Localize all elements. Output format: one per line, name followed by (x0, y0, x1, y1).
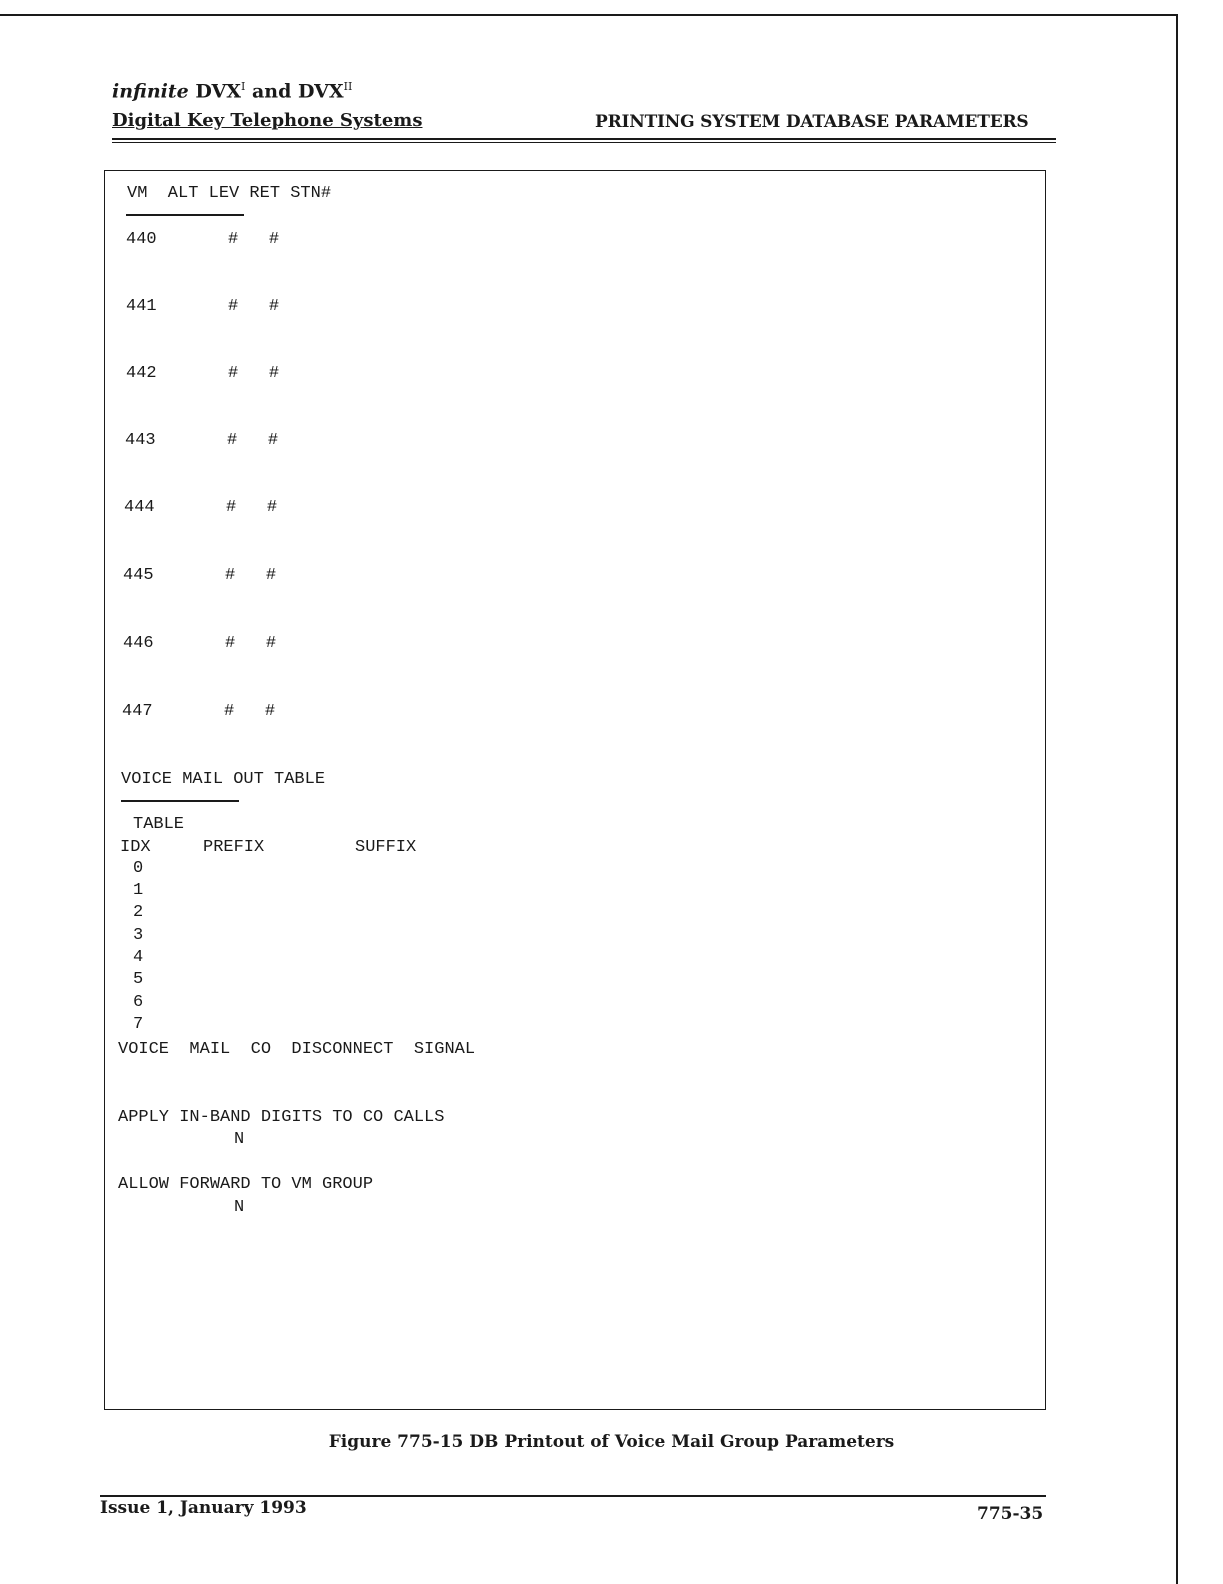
printout-frame (104, 170, 1046, 1410)
product-title (112, 80, 352, 102)
figure-caption: Figure 775-15 DB Printout of Voice Mail Group Parameters (328, 1432, 895, 1452)
vm-row-447: 447 # # (122, 702, 276, 721)
section-title: PRINTING SYSTEM DATABASE PARAMETERS (595, 112, 1029, 132)
product-dvx1: DVX (195, 80, 242, 103)
allow-forward-value: N (234, 1198, 245, 1217)
vm-row-440: 440 # # (126, 230, 280, 249)
allow-forward-label: ALLOW FORWARD TO VM GROUP (118, 1175, 374, 1194)
footer-page-number: 775-35 (977, 1504, 1044, 1524)
idx-0: 0 (133, 859, 144, 878)
product-name-italic: infinite (112, 80, 189, 103)
suffix-label: SUFFIX (355, 838, 417, 857)
header-rule (112, 138, 1056, 140)
idx-5: 5 (133, 970, 144, 989)
vm-row-444: 444 # # (124, 498, 278, 517)
out-table-title: VOICE MAIL OUT TABLE (121, 770, 326, 789)
vm-row-445: 445 # # (123, 566, 277, 585)
header-rule-thin (112, 142, 1056, 143)
product-sup2: II (343, 80, 353, 93)
footer-rule (100, 1495, 1046, 1497)
footer-issue: Issue 1, January 1993 (100, 1498, 307, 1518)
idx-3: 3 (133, 926, 144, 945)
idx-label: IDX (120, 838, 151, 857)
vm-header-underline (126, 214, 244, 216)
apply-inband-label: APPLY IN-BAND DIGITS TO CO CALLS (118, 1108, 445, 1127)
vm-row-446: 446 # # (123, 634, 277, 653)
vm-row-441: 441 # # (126, 297, 280, 316)
vm-column-header: VM ALT LEV RET STN# (127, 184, 332, 203)
out-table-underline (121, 800, 239, 802)
vm-row-442: 442 # # (126, 364, 280, 383)
product-subtitle: Digital Key Telephone Systems (112, 110, 423, 131)
apply-inband-value: N (234, 1130, 245, 1149)
product-and-dvx: and DVX (252, 80, 344, 103)
vm-row-443: 443 # # (125, 431, 279, 450)
table-label: TABLE (133, 815, 185, 834)
idx-2: 2 (133, 903, 144, 922)
idx-7: 7 (133, 1015, 144, 1034)
product-sup1: I (241, 80, 246, 93)
idx-4: 4 (133, 948, 144, 967)
idx-6: 6 (133, 993, 144, 1012)
page-frame-top (0, 14, 1178, 16)
page-frame-right (1176, 14, 1178, 1584)
prefix-label: PREFIX (203, 838, 265, 857)
disconnect-signal-label: VOICE MAIL CO DISCONNECT SIGNAL (118, 1040, 476, 1059)
idx-1: 1 (133, 881, 144, 900)
